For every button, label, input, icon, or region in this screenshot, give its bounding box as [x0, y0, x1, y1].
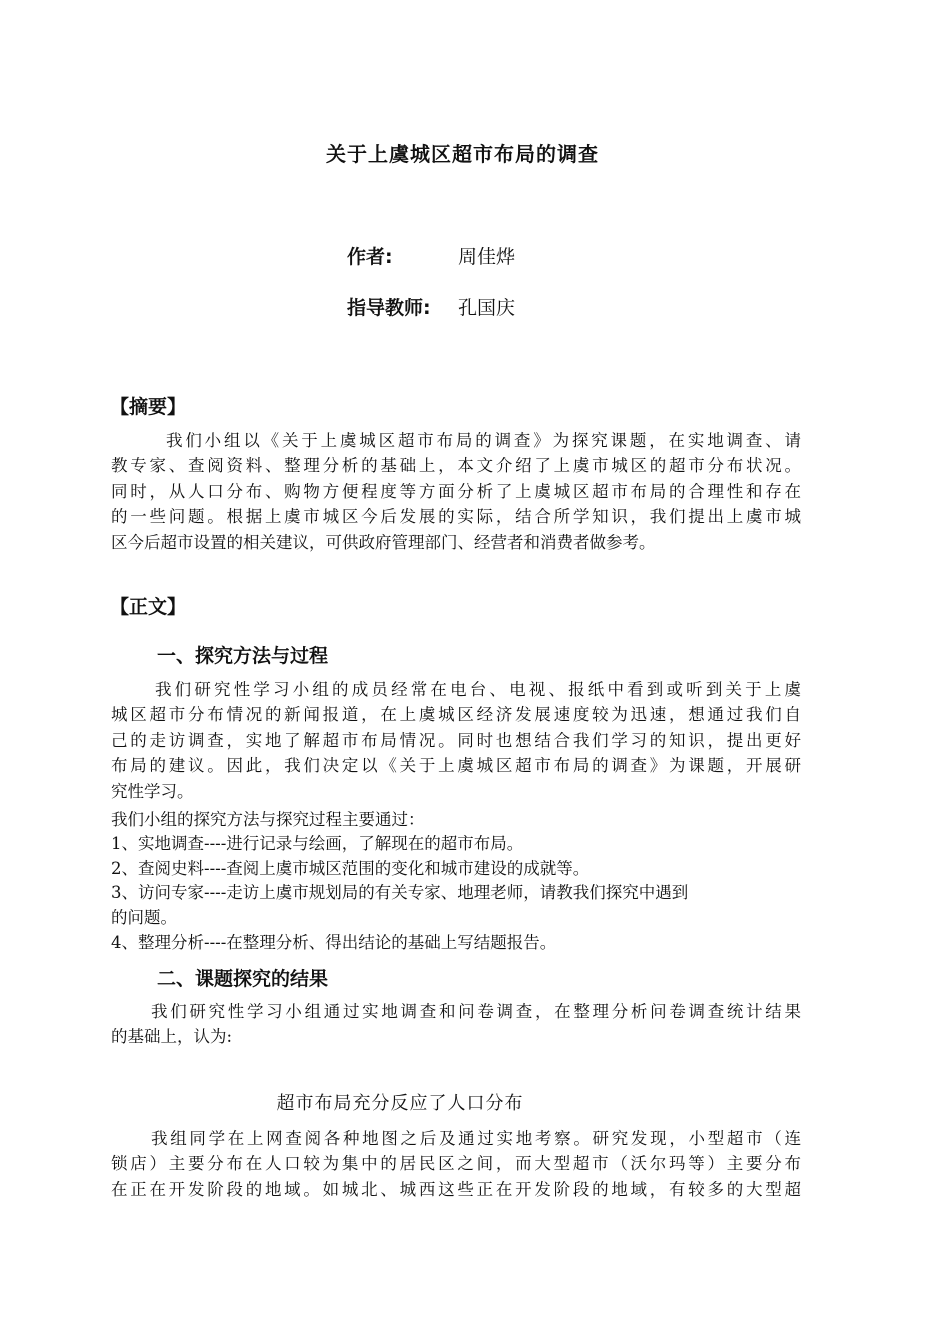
final-line: 锁店）主要分布在人口较为集中的居民区之间，而大型超市（沃尔玛等）主要分布 — [111, 1154, 801, 1174]
author-label: 作者: — [347, 246, 393, 268]
final-line: 在正在开发阶段的地域。如城北、城西这些正在开发阶段的地域，有较多的大型超 — [111, 1179, 801, 1199]
abstract-paragraph — [111, 428, 801, 555]
section1-heading: 一、探究方法与过程 — [157, 645, 329, 667]
section1-line: 究性学习。 — [111, 781, 194, 801]
final-paragraph — [111, 1126, 801, 1202]
section2-line: 我们研究性学习小组通过实地调查和问卷调查，在整理分析问卷调查统计结果 — [151, 1002, 801, 1021]
subsection-title: 超市布局充分反应了人口分布 — [276, 1093, 524, 1114]
section1-paragraph — [111, 677, 801, 804]
abstract-line: 区今后超市设置的相关建议，可供政府管理部门、经营者和消费者做参考。 — [111, 532, 656, 552]
method-item-2: 2、查阅史料----查阅上虞市城区范围的变化和城市建设的成就等。 — [111, 859, 590, 878]
body-tag: 【正文】 — [110, 596, 187, 618]
advisor-name: 孔国庆 — [458, 297, 516, 319]
section1-line: 布局的建议。因此，我们决定以《关于上虞城区超市布局的调查》为课题，开展研 — [111, 756, 801, 776]
advisor-label: 指导教师: — [347, 297, 431, 319]
section2-heading: 二、课题探究的结果 — [157, 968, 329, 990]
advisor-row — [347, 293, 516, 320]
section2-paragraph — [111, 999, 801, 1050]
method-item-4: 4、整理分析----在整理分析、得出结论的基础上写结题报告。 — [111, 933, 557, 952]
method-item-3-cont: 的问题。 — [111, 908, 177, 927]
author-name: 周佳烨 — [458, 246, 516, 268]
section1-line: 己的走访调查，实地了解超市布局情况。同时也想结合我们学习的知识，提出更好 — [111, 730, 801, 750]
abstract-line: 我们小组以《关于上虞城区超市布局的调查》为探究课题，在实地调查、请 — [166, 431, 801, 450]
document-title: 关于上虞城区超市布局的调查 — [326, 142, 599, 166]
method-item-3: 3、访问专家----走访上虞市规划局的有关专家、地理老师，请教我们探究中遇到 — [111, 883, 689, 902]
author-row — [347, 242, 516, 269]
section2-line: 的基础上，认为: — [111, 1027, 233, 1047]
method-item-1: 1、实地调查----进行记录与绘画，了解现在的超市布局。 — [111, 834, 524, 853]
section1-line: 我们研究性学习小组的成员经常在电台、电视、报纸中看到或听到关于上虞 — [155, 680, 801, 699]
abstract-tag: 【摘要】 — [110, 396, 187, 418]
abstract-line: 教专家、查阅资料、整理分析的基础上，本文介绍了上虞市城区的超市分布状况。 — [111, 456, 801, 476]
abstract-line: 的一些问题。根据上虞市城区今后发展的实际，结合所学知识，我们提出上虞市城 — [111, 507, 801, 527]
section1-line: 城区超市分布情况的新闻报道，在上虞城区经济发展速度较为迅速，想通过我们自 — [111, 705, 801, 725]
abstract-line: 同时，从人口分布、购物方便程度等方面分析了上虞城区超市布局的合理性和存在 — [111, 481, 801, 501]
methods-intro: 我们小组的探究方法与探究过程主要通过： — [111, 810, 425, 829]
final-line: 我组同学在上网查阅各种地图之后及通过实地考察。研究发现，小型超市（连 — [151, 1129, 801, 1148]
